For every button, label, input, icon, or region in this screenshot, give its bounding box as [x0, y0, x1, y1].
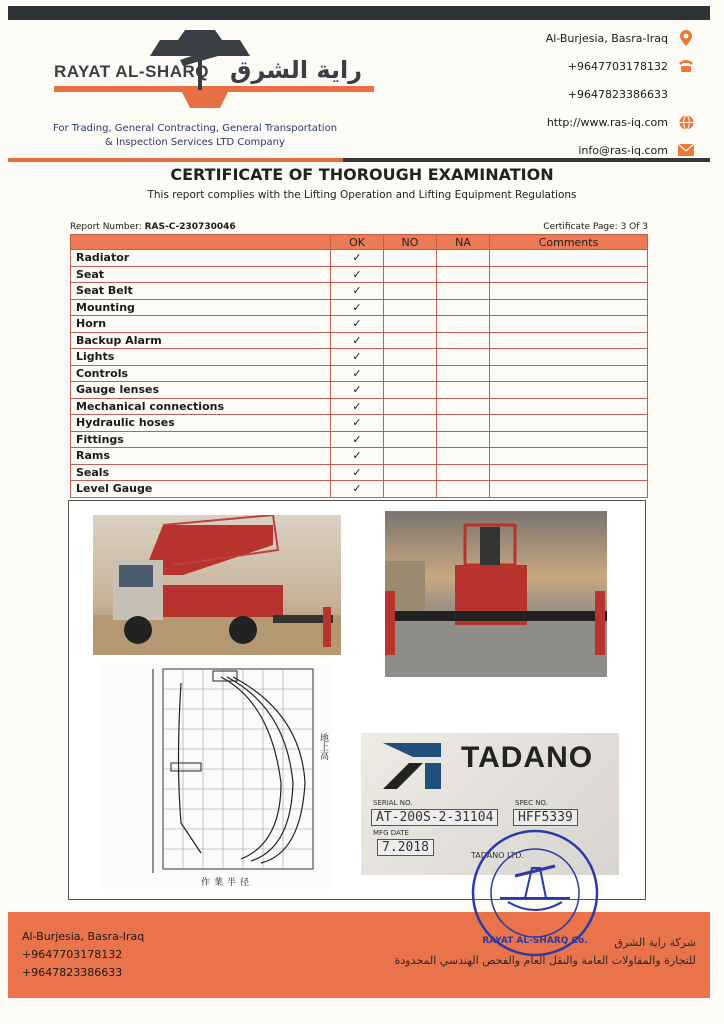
- table-row: [71, 382, 648, 399]
- na-cell: [437, 464, 490, 481]
- spacer-icon: [678, 86, 694, 102]
- footer-phone-1: +9647703178132: [22, 948, 123, 961]
- na-cell: [437, 448, 490, 465]
- top-bar: [8, 6, 710, 20]
- table-row: [71, 431, 648, 448]
- comments-cell: [490, 332, 648, 349]
- phone-icon: [678, 58, 694, 74]
- checklist-item-label: Level Gauge: [71, 481, 331, 498]
- no-cell: [384, 431, 437, 448]
- comments-cell: [490, 431, 648, 448]
- truck-rear-illustration: [385, 511, 607, 677]
- contact-website: [474, 108, 694, 136]
- no-cell: [384, 365, 437, 382]
- na-cell: [437, 481, 490, 498]
- checklist-item-label: Seat Belt: [71, 283, 331, 300]
- comments-cell: [490, 398, 648, 415]
- table-row: [71, 398, 648, 415]
- load-chart-photo: [101, 663, 331, 889]
- footer-arabic-company: شركة راية الشرق: [614, 936, 696, 949]
- no-cell: [384, 464, 437, 481]
- chart-radius-label: 作業半径: [201, 878, 254, 888]
- company-stamp: [470, 828, 600, 958]
- report-number-label: Report Number:: [70, 222, 142, 232]
- footer-phone-2: +9647823386633: [22, 966, 123, 979]
- comments-cell: [490, 316, 648, 333]
- plate-serial-label: SERIAL NO.: [373, 799, 413, 807]
- tagline-line-2: & Inspection Services LTD Company: [105, 137, 285, 148]
- checklist-item-label: Lights: [71, 349, 331, 366]
- ok-check-mark: ✓: [331, 464, 384, 481]
- table-row: [71, 250, 648, 267]
- checklist-item-label: Controls: [71, 365, 331, 382]
- table-row: [71, 365, 648, 382]
- plate-brand: TADANO: [461, 741, 594, 774]
- na-cell: [437, 382, 490, 399]
- table-row: [71, 266, 648, 283]
- header-ok: OK: [331, 235, 384, 250]
- phone-2-text: +9647823386633: [567, 87, 668, 101]
- logo-english-text: RAYAT AL-SHARQ: [54, 62, 209, 81]
- header-comments: Comments: [490, 235, 648, 250]
- no-cell: [384, 415, 437, 432]
- checklist-item-label: Rams: [71, 448, 331, 465]
- location-icon: [678, 30, 694, 46]
- table-row: [71, 349, 648, 366]
- ok-check-mark: ✓: [331, 332, 384, 349]
- contact-address: [474, 24, 694, 52]
- checklist-item-label: Fittings: [71, 431, 331, 448]
- comments-cell: [490, 299, 648, 316]
- checklist-item-label: Gauge lenses: [71, 382, 331, 399]
- inspection-checklist-table: [70, 234, 648, 498]
- na-cell: [437, 398, 490, 415]
- logo-arabic-text: راية الشرق: [230, 56, 363, 84]
- comments-cell: [490, 283, 648, 300]
- comments-cell: [490, 250, 648, 267]
- no-cell: [384, 266, 437, 283]
- ok-check-mark: ✓: [331, 398, 384, 415]
- na-cell: [437, 431, 490, 448]
- footer-arabic-description: للتجارة والمقاولات العامة والنقل العام والفحص الهندسي المحدودة: [394, 954, 696, 967]
- ok-check-mark: ✓: [331, 266, 384, 283]
- na-cell: [437, 250, 490, 267]
- na-cell: [437, 283, 490, 300]
- checklist-item-label: Hydraulic hoses: [71, 415, 331, 432]
- plate-spec-value: HFF5339: [513, 809, 578, 826]
- comments-cell: [490, 481, 648, 498]
- table-row: [71, 332, 648, 349]
- mail-icon: [678, 142, 694, 158]
- plate-mfg-label: MFG DATE: [373, 829, 409, 837]
- no-cell: [384, 283, 437, 300]
- comments-cell: [490, 365, 648, 382]
- tadano-logo-mark: [383, 743, 443, 789]
- truck-side-illustration: [93, 515, 341, 655]
- no-cell: [384, 332, 437, 349]
- checklist-item-label: Seals: [71, 464, 331, 481]
- website-text: http://www.ras-iq.com: [546, 115, 668, 129]
- company-logo: [40, 26, 380, 126]
- ok-check-mark: ✓: [331, 415, 384, 432]
- table-row: [71, 415, 648, 432]
- footer: [8, 912, 710, 998]
- na-cell: [437, 299, 490, 316]
- report-number-value: RAS-C-230730046: [144, 222, 236, 232]
- na-cell: [437, 415, 490, 432]
- footer-contact: [22, 928, 144, 982]
- ok-check-mark: ✓: [331, 448, 384, 465]
- comments-cell: [490, 266, 648, 283]
- comments-cell: [490, 349, 648, 366]
- na-cell: [437, 332, 490, 349]
- no-cell: [384, 316, 437, 333]
- load-chart-illustration: [101, 663, 331, 889]
- no-cell: [384, 448, 437, 465]
- email-text: info@ras-iq.com: [578, 143, 668, 157]
- ok-check-mark: ✓: [331, 283, 384, 300]
- table-header-row: [71, 235, 648, 250]
- na-cell: [437, 349, 490, 366]
- stamp-text: RAYAT AL-SHARQ Co.: [482, 936, 588, 946]
- address-text: Al-Burjesia, Basra-Iraq: [545, 31, 668, 45]
- checklist-item-label: Horn: [71, 316, 331, 333]
- table-row: [71, 283, 648, 300]
- ok-check-mark: ✓: [331, 316, 384, 333]
- ok-check-mark: ✓: [331, 365, 384, 382]
- company-tagline: [30, 122, 360, 150]
- no-cell: [384, 250, 437, 267]
- no-cell: [384, 398, 437, 415]
- table-row: [71, 448, 648, 465]
- no-cell: [384, 382, 437, 399]
- document-subtitle: This report complies with the Lifting Operation and Lifting Equipment Regulations: [147, 189, 577, 201]
- checklist-item-label: Seat: [71, 266, 331, 283]
- footer-address: Al-Burjesia, Basra-Iraq: [22, 930, 145, 943]
- phone-1-text: +9647703178132: [567, 59, 668, 73]
- table-row: [71, 481, 648, 498]
- plate-maker: TADANO LTD.: [471, 851, 524, 860]
- contact-info: [474, 24, 694, 164]
- truck-side-photo: [93, 515, 341, 655]
- comments-cell: [490, 448, 648, 465]
- globe-icon: [678, 114, 694, 130]
- no-cell: [384, 481, 437, 498]
- certificate-page: Certificate Page: 3 Of 3: [543, 222, 648, 232]
- document-title: CERTIFICATE OF THOROUGH EXAMINATION: [170, 165, 554, 184]
- table-row: [71, 316, 648, 333]
- checklist-item-label: Mounting: [71, 299, 331, 316]
- chart-height-label: 地上高: [318, 733, 328, 760]
- contact-phone-2: [474, 80, 694, 108]
- no-cell: [384, 349, 437, 366]
- truck-rear-photo: [385, 511, 607, 677]
- header-separator: [8, 158, 710, 162]
- contact-phone-1: [474, 52, 694, 80]
- header-item: [71, 235, 331, 250]
- ok-check-mark: ✓: [331, 431, 384, 448]
- ok-check-mark: ✓: [331, 382, 384, 399]
- na-cell: [437, 316, 490, 333]
- checklist-item-label: Radiator: [71, 250, 331, 267]
- ok-check-mark: ✓: [331, 481, 384, 498]
- ok-check-mark: ✓: [331, 349, 384, 366]
- tagline-line-1: For Trading, General Contracting, General Transportation: [52, 123, 338, 134]
- ok-check-mark: ✓: [331, 299, 384, 316]
- table-row: [71, 299, 648, 316]
- checklist-item-label: Mechanical connections: [71, 398, 331, 415]
- plate-serial-value: AT-200S-2-31104: [371, 809, 498, 826]
- plate-spec-label: SPEC NO.: [515, 799, 548, 807]
- header-na: NA: [437, 235, 490, 250]
- table-row: [71, 464, 648, 481]
- comments-cell: [490, 382, 648, 399]
- comments-cell: [490, 464, 648, 481]
- na-cell: [437, 365, 490, 382]
- checklist-item-label: Backup Alarm: [71, 332, 331, 349]
- comments-cell: [490, 415, 648, 432]
- na-cell: [437, 266, 490, 283]
- report-number: [70, 222, 236, 232]
- plate-mfg-value: 7.2018: [377, 839, 434, 856]
- no-cell: [384, 299, 437, 316]
- ok-check-mark: ✓: [331, 250, 384, 267]
- header-no: NO: [384, 235, 437, 250]
